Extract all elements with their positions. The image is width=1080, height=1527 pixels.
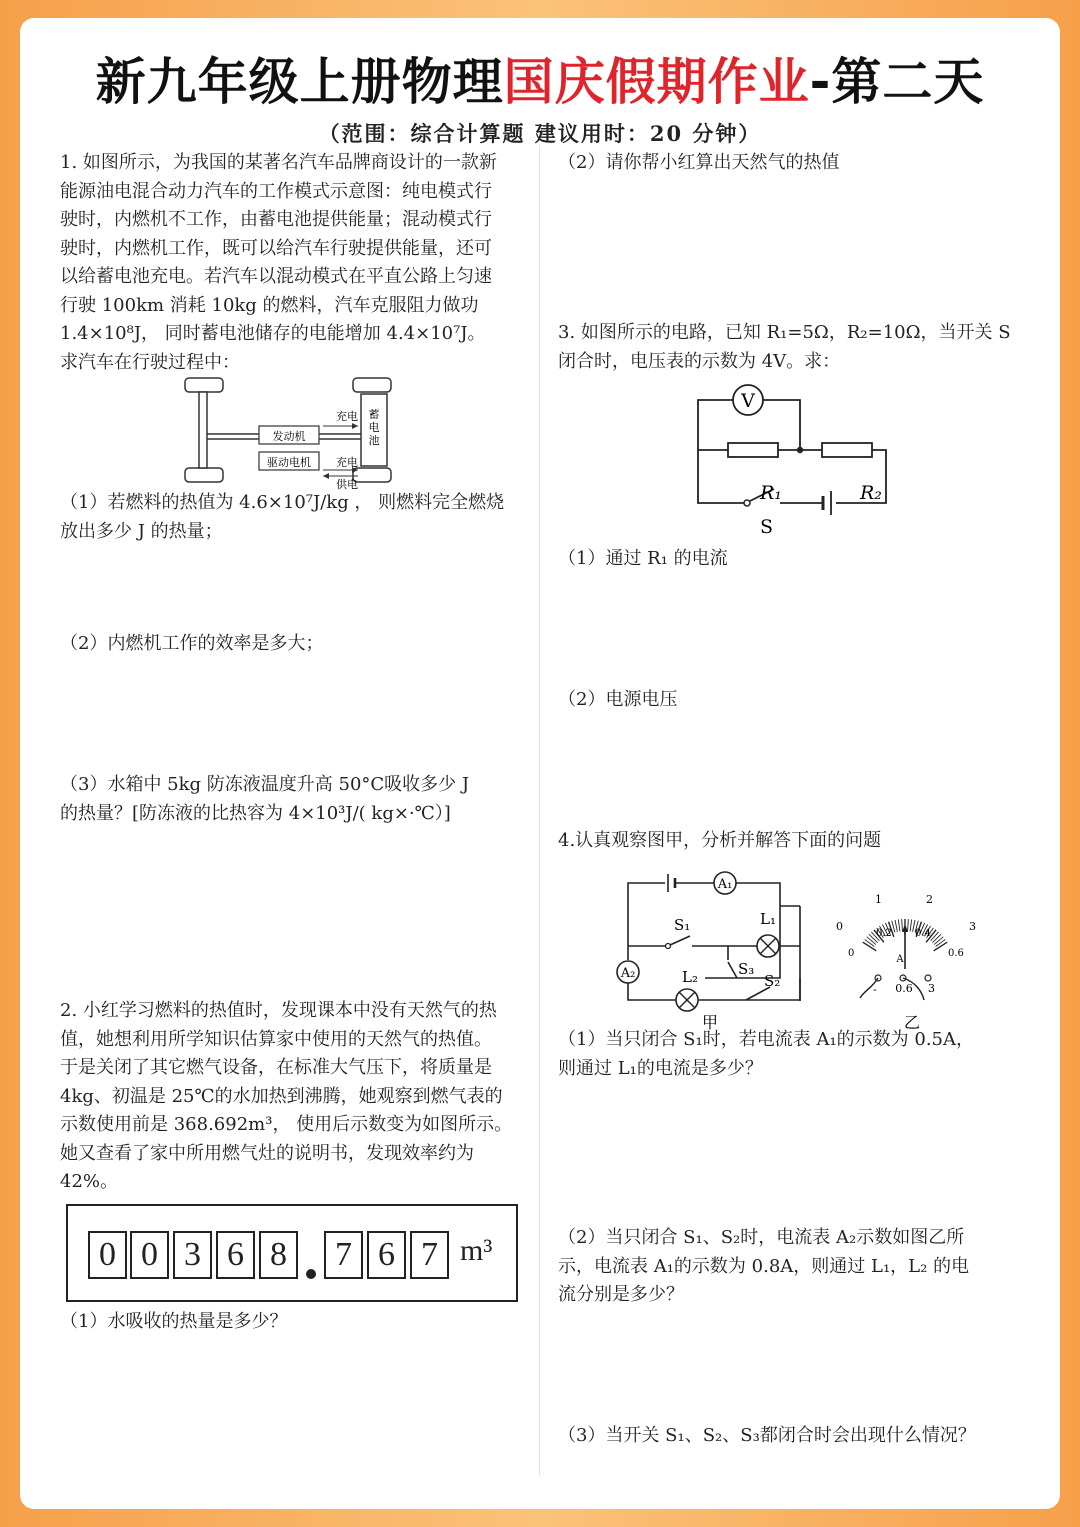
q3-line: 3. 如图所示的电路，已知 R₁=5Ω，R₂=10Ω，当开关 S: [558, 322, 1011, 343]
caption-yi: 乙: [903, 1013, 921, 1032]
q1-line: 驶时，内燃机工作，既可以给汽车行驶提供能量，还可: [60, 237, 492, 259]
q3-stem: [558, 319, 1028, 376]
switch-s1-lever: [670, 936, 690, 945]
q2-line: 42%。: [60, 1171, 119, 1192]
q1-part-1-line: （1）若燃料的热值为 4.6×10⁷J/kg ， 则燃料完全燃烧: [60, 492, 505, 513]
meter-digit: 3: [173, 1231, 212, 1279]
wire: [628, 883, 665, 926]
q4-circuit-diagram: [610, 866, 976, 1036]
q3-part-2: （2）电源电压: [558, 689, 678, 710]
meter-unit: m³: [460, 1234, 493, 1267]
battery-label: 池: [368, 434, 380, 447]
needle-tip-icon: [902, 924, 908, 932]
q4-part-1: [558, 1026, 1028, 1083]
unit-label: A: [896, 954, 904, 965]
q1-part-1-line: 放出多少 J 的热量；: [60, 520, 223, 542]
q2-part-1: （1）水吸收的热量是多少？: [60, 1311, 288, 1332]
q1-line: 能源油电混合动力汽车的工作模式示意图：纯电模式行: [60, 180, 492, 202]
scale-label: 0.2: [876, 928, 892, 939]
wire: [698, 978, 800, 1000]
switch-s3-lever: [728, 962, 737, 978]
r1-label: R₁: [760, 482, 782, 504]
dial-tick: [932, 934, 941, 942]
arrow-head-icon: [323, 473, 329, 479]
q1-part-2: （2）内燃机工作的效率是多大；: [60, 633, 324, 654]
worksheet: [20, 18, 1060, 1509]
column-divider: [539, 146, 540, 1476]
q1-line: 1. 如图所示，为我国的某著名汽车品牌商设计的一款新: [60, 152, 497, 173]
q1-line: 行驶 100km 消耗 10kg 的燃料，汽车克服阻力做功: [60, 294, 479, 316]
junction-dot: [797, 447, 803, 453]
q1-part-3-line: 的热量？[防冻液的比热容为 4×10³J/( kg×·℃）]: [60, 802, 451, 824]
dial-tick: [934, 937, 943, 945]
meter-digit: 8: [259, 1231, 298, 1279]
q2-part-2: （2）请你帮小红算出天然气的热值: [558, 152, 840, 173]
q3-circuit-diagram: [690, 383, 890, 538]
terminal-label: 0.6: [895, 982, 913, 995]
terminal-icon: [925, 975, 931, 981]
dial-tick: [865, 939, 875, 946]
s1-label: S₁: [674, 916, 691, 934]
q2-line: 2. 小红学习燃料的热值时，发现课本中没有天然气的热: [60, 1000, 497, 1021]
scale-label: 3: [969, 920, 976, 933]
wheel-icon: [353, 378, 391, 392]
switch-contact: [744, 500, 750, 506]
q4-part-1-line: 则通过 L₁的电流是多少？: [558, 1057, 763, 1079]
arrow-head-icon: [352, 423, 358, 429]
rear-axle: [199, 392, 207, 468]
meter-digit: 7: [324, 1231, 363, 1279]
page-subtitle: （范围：综合计算题 建议用时：20 分钟）: [318, 121, 762, 146]
q3-line: 闭合时，电压表的示数为 4V。求：: [558, 350, 841, 372]
q4-part-2-line: （2）当只闭合 S₁、S₂时，电流表 A₂示数如图乙所: [558, 1227, 965, 1248]
dial-tick: [936, 939, 946, 946]
dial-tick: [867, 937, 876, 945]
battery-label: 电: [368, 421, 380, 434]
q4-part-1-line: （1）当只闭合 S₁时，若电流表 A₁的示数为 0.5A，: [558, 1029, 975, 1050]
s3-label: S₃: [738, 960, 755, 978]
resistor-r1: [728, 443, 778, 457]
q1-line: 1.4×10⁸J， 同时蓄电池储存的电能增加 4.4×10⁷J。: [60, 323, 486, 344]
q1-part-1: [60, 489, 520, 546]
q2-stem: [60, 997, 520, 1197]
q1-line: 驶时，内燃机不工作，由蓄电池提供能量；混动模式行: [60, 209, 492, 230]
motor-label: 驱动电机: [267, 456, 311, 469]
gas-meter-readout: [66, 1204, 518, 1302]
l2-label: L₂: [682, 968, 698, 986]
battery-label: 蓄: [368, 408, 380, 421]
q4-part-2-line: 示，电流表 A₁的示数为 0.8A，则通过 L₁，L₂ 的电: [558, 1255, 970, 1277]
dial-tick: [908, 919, 909, 931]
dial-tick: [898, 919, 900, 931]
dial-tick: [931, 932, 939, 941]
meter-digit: 7: [410, 1231, 449, 1279]
charge-label: 充电: [336, 456, 358, 469]
meter-digit: 0: [88, 1231, 127, 1279]
charge-label: 充电: [336, 410, 358, 423]
q1-line: 以给蓄电池充电。若汽车以混动模式在平直公路上匀速: [60, 266, 492, 287]
a2-label: A₂: [620, 966, 636, 981]
scale-label: 0.4: [915, 928, 931, 939]
page-title: [20, 42, 1060, 114]
scale-label: 0: [848, 948, 855, 959]
scale-label: 0: [836, 920, 843, 933]
scale-label: 2: [926, 893, 933, 906]
dial-tick: [910, 919, 912, 931]
terminal-label: 3: [928, 982, 935, 995]
caption-jia: 甲: [701, 1013, 719, 1032]
a1-label: A₁: [717, 877, 733, 892]
resistor-r2: [822, 443, 872, 457]
meter-digit: 6: [216, 1231, 255, 1279]
dial-tick: [895, 920, 897, 932]
title-part-2: 国庆假期作业: [503, 53, 810, 111]
wheel-icon: [185, 378, 223, 392]
wheel-icon: [353, 468, 391, 482]
r2-label: R₂: [860, 482, 882, 504]
switch-label: S: [760, 516, 774, 538]
q1-part-3-line: （3）水箱中 5kg 防冻液温度升高 50°C吸收多少 J: [60, 774, 470, 795]
q4-part-2: [558, 1224, 1028, 1310]
q4-stem: 4.认真观察图甲，分析并解答下面的问题: [558, 830, 882, 851]
q1-line: 求汽车在行驶过程中：: [60, 351, 240, 373]
engine-label: 发动机: [272, 430, 306, 443]
q2-line: 值，她想利用所学知识估算家中使用的天然气的热值。: [60, 1028, 492, 1050]
q4-part-3: （3）当开关 S₁、S₂、S₃都闭合时会出现什么情况？: [558, 1425, 976, 1446]
wire: [628, 983, 676, 1000]
meter-digit: 6: [367, 1231, 406, 1279]
meter-digit: 0: [130, 1231, 169, 1279]
q3-part-1: （1）通过 R₁ 的电流: [558, 548, 728, 569]
dial-tick: [902, 919, 903, 931]
scale-label: 0.6: [948, 948, 964, 959]
q2-line: 她又查看了家中所用燃气灶的说明书，发现效率约为: [60, 1142, 474, 1164]
l1-label: L₁: [760, 910, 776, 928]
s2-label: S₂: [764, 972, 781, 990]
terminal-label: -: [873, 983, 877, 996]
title-part-1: 新九年级上册物理: [95, 53, 504, 111]
q2-line: 4kg、初温是 25℃的水加热到沸腾，她观察到燃气表的: [60, 1085, 503, 1107]
supply-label: 供电: [336, 478, 358, 491]
decimal-point: [306, 1269, 316, 1279]
q1-part-3: [60, 771, 520, 828]
scale-label: 1: [875, 893, 882, 906]
title-part-3: -第二天: [809, 53, 985, 111]
q2-line: 示数使用前是 368.692m³， 使用后示数变为如图所示。: [60, 1114, 513, 1135]
q1-stem: [60, 149, 520, 377]
q2-line: 于是关闭了其它燃气设备，在标准大气压下，将质量是: [60, 1057, 492, 1078]
voltmeter-label: V: [741, 390, 755, 412]
q4-part-2-line: 流分别是多少？: [558, 1284, 684, 1305]
hybrid-car-diagram: [175, 376, 405, 491]
wheel-icon: [185, 468, 223, 482]
